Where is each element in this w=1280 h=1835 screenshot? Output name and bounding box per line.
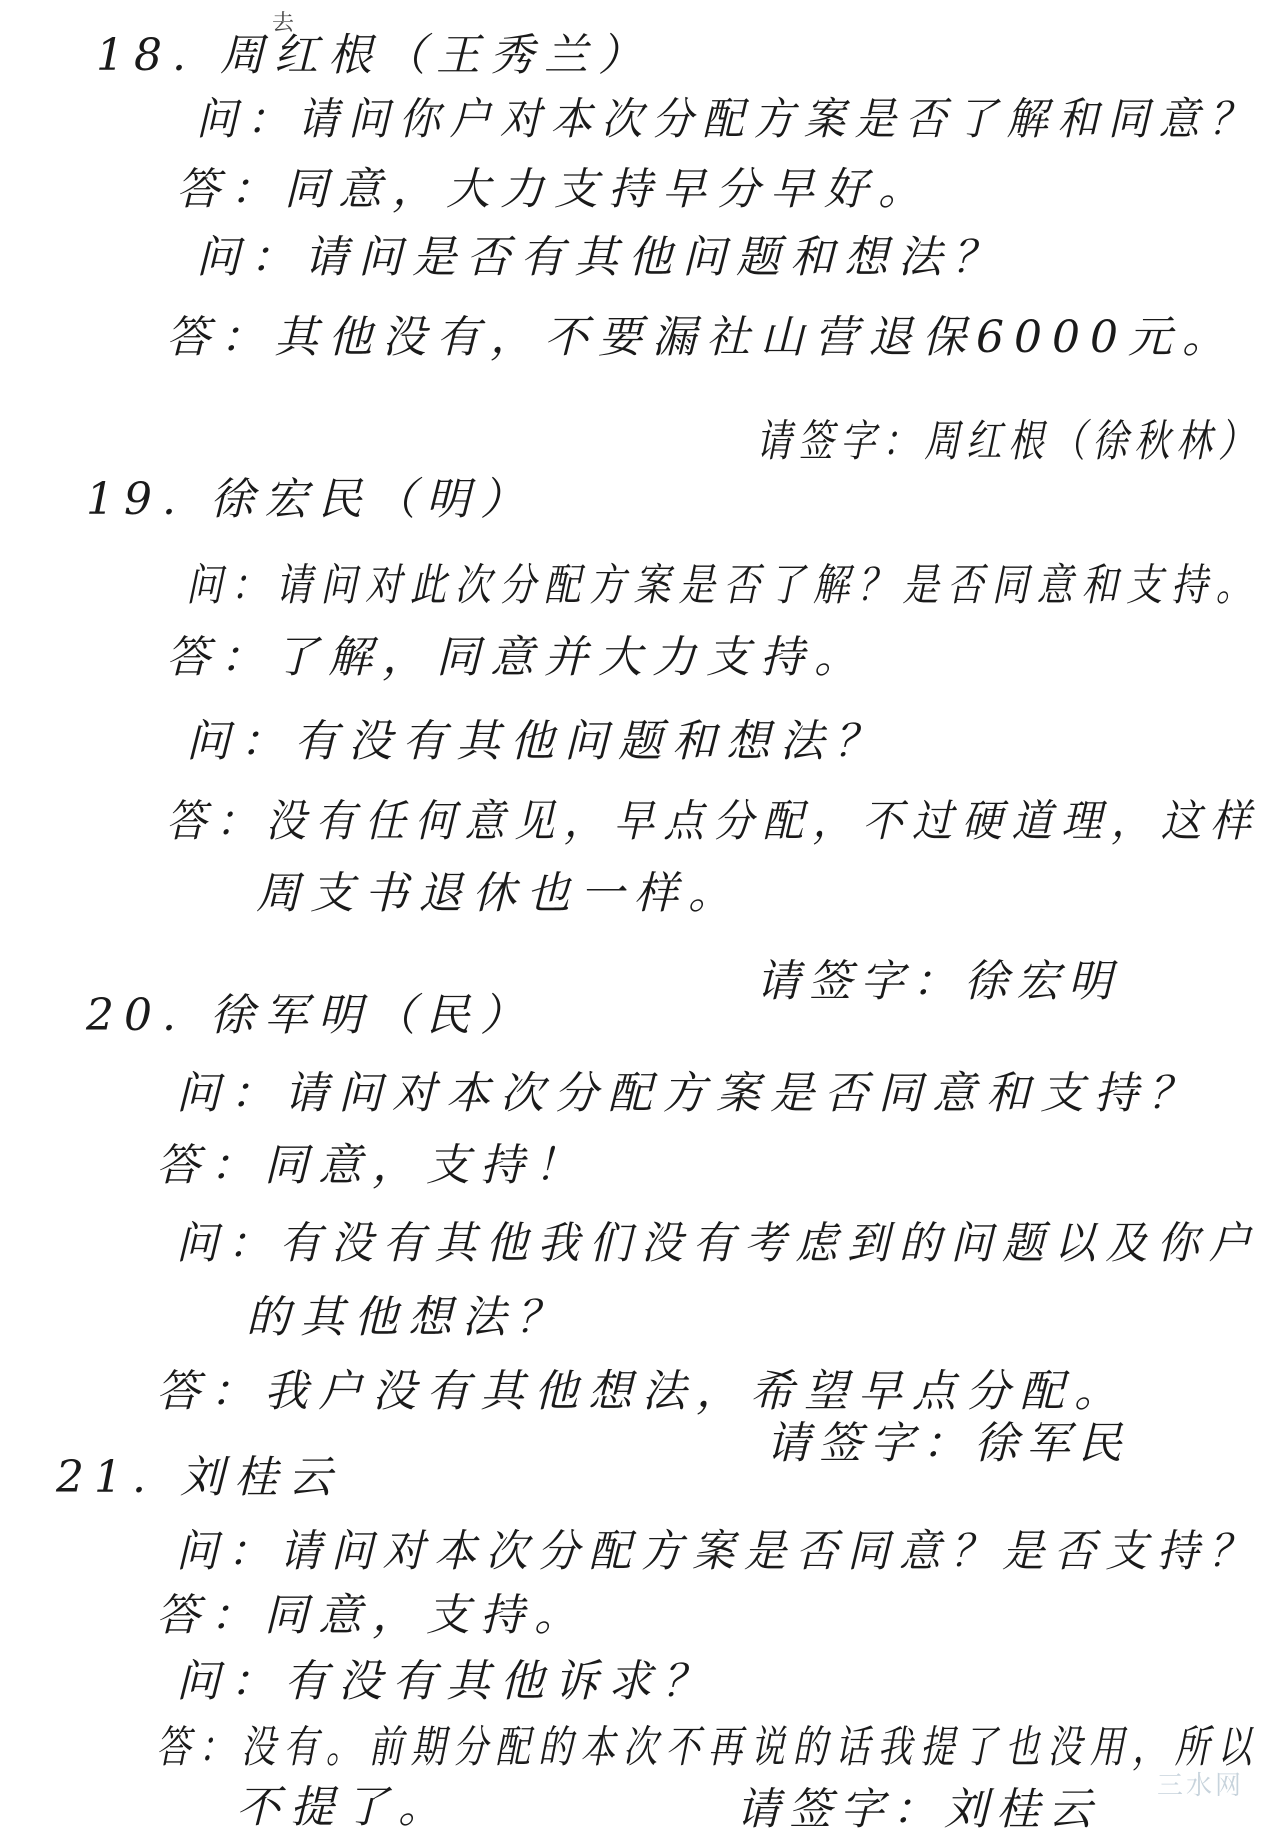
watermark: 三水网 [1156,1771,1244,1801]
signature-line: 请签字：周红根（徐秋林） [756,416,1261,467]
signature-line: 请签字：徐军民 [766,1418,1130,1469]
top-mark: 去 [272,11,295,36]
text-line: 19. 徐宏民（明） [86,474,534,525]
text-line: 答：同意，大力支持早分早好。 [176,164,932,215]
text-line: 问：有没有其他我们没有考虑到的问题以及你户 [176,1218,1261,1269]
text-line: 18. 周红根（王秀兰） [96,30,652,81]
text-line: 问：请问对本次分配方案是否同意和支持？ [176,1068,1202,1119]
text-line: 问：有没有其他问题和想法？ [186,716,888,767]
text-line: 不提了。 [236,1782,452,1833]
text-line: 周支书退休也一样。 [256,868,742,919]
text-line: 问：请问你户对本次分配方案是否了解和同意？ [196,94,1260,145]
text-line: 问：请问对本次分配方案是否同意？是否支持？ [176,1526,1261,1577]
text-line: 答：其他没有，不要漏社山营退保6000元。 [166,312,1236,363]
signature-line: 请签字：徐宏明 [756,956,1120,1007]
text-line: 答：没有任何意见，早点分配，不过硬道理，这样 [166,796,1261,847]
text-line: 答：没有。前期分配的本次不再说的话我提了也没用，所以 [156,1722,1260,1773]
text-line: 答：了解，同意并大力支持。 [166,632,868,683]
text-line: 答：同意，支持！ [156,1140,588,1191]
text-line: 的其他想法？ [246,1292,570,1343]
text-line: 问：请问对此次分配方案是否了解？是否同意和支持。 [186,560,1261,611]
text-line: 答：我户没有其他想法，希望早点分配。 [156,1366,1128,1417]
text-line: 21. 刘桂云 [56,1452,342,1503]
text-line: 问：有没有其他诉求？ [176,1656,716,1707]
signature-line: 请签字：刘桂云 [736,1784,1100,1835]
text-line: 20. 徐军明（民） [86,990,534,1041]
text-line: 答：同意，支持。 [156,1590,588,1641]
text-line: 问：请问是否有其他问题和想法？ [196,232,1006,283]
